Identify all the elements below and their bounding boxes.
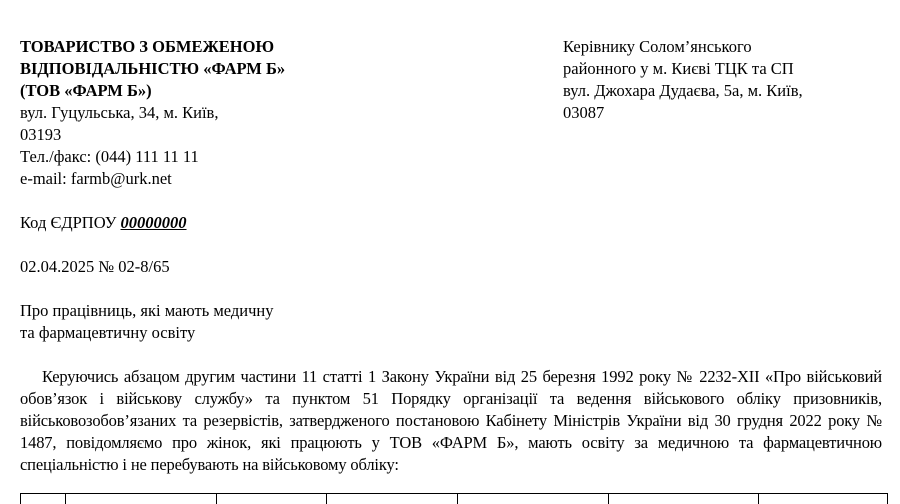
sender-block [20,36,350,190]
sender-address-line-1: вул. Гуцульська, 34, м. Київ, [20,103,219,122]
table-column [326,494,457,504]
subject-line-1: Про працівниць, які мають медичну [20,301,274,320]
sender-name-line-2: ВІДПОВІДАЛЬНІСТЮ «ФАРМ Б» [20,59,286,78]
document-subject [20,300,274,344]
sender-address-line-2: 03193 [20,125,62,144]
subject-line-2: та фармацевтичну освіту [20,323,196,342]
edrpou-code: 00000000 [120,213,187,232]
edrpou-label: Код ЄДРПОУ [20,213,121,232]
recipient-line-2: районного у м. Києві ТЦК та СП [563,59,794,78]
recipient-line-1: Керівнику Солом’янського [563,37,752,56]
table-column [608,494,759,504]
table-column [758,494,888,504]
edrpou-line [20,212,187,234]
document-body-paragraph: Керуючись абзацом другим частини 11 статті 1 Закону України від 25 березня 1992 року № 2232-XII «Про військовий обов’язок і військову службу» та пунктом 51 Порядку організації та ведення військового обліку призовників, військовозобов’язаних та резервістів, затвердженого постановою Кабінету Міністрів України від 30 грудня 2022 року № 1487, повідомляємо про жінок, які працюють у ТОВ «ФАРМ Б», мають освіту за медичною та фармацевтичною спеціальністю і не перебувають на військовому обліку: [20,367,882,474]
recipient-line-4: 03087 [563,103,605,122]
employee-table-top-edge [20,493,888,504]
sender-name-line-3: (ТОВ «ФАРМ Б») [20,81,152,100]
sender-phone: Тел./факс: (044) 111 11 11 [20,147,199,166]
table-column [457,494,608,504]
table-column [65,494,216,504]
table-column [216,494,327,504]
sender-name-line-1: ТОВАРИСТВО З ОБМЕЖЕНОЮ [20,37,275,56]
sender-email: e-mail: farmb@urk.net [20,169,172,188]
document-date-number: 02.04.2025 № 02-8/65 [20,257,170,276]
table-column [20,494,65,504]
recipient-block [563,36,883,124]
recipient-line-3: вул. Джохара Дудаєва, 5а, м. Київ, [563,81,803,100]
